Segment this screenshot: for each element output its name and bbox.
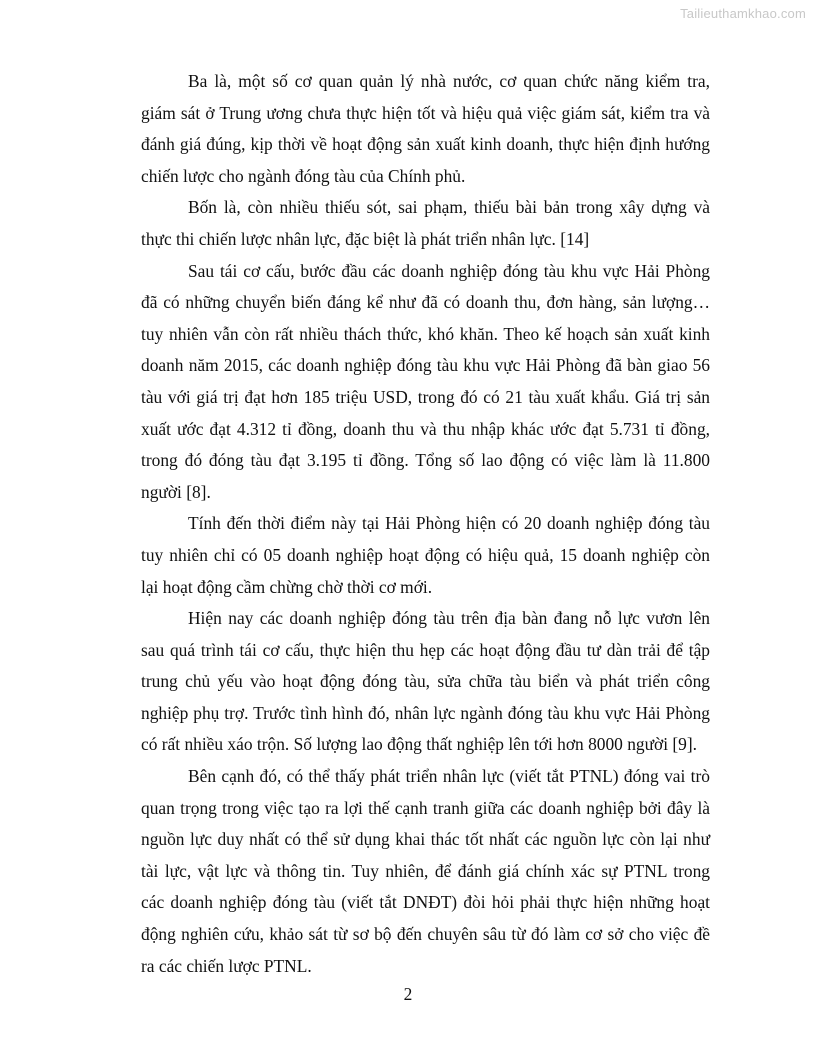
paragraph-line: người [8]. [141, 481, 211, 502]
paragraph-line: Hiện nay các doanh nghiệp đóng tàu trên địa bàn đang nỗ lực vươn lên [188, 608, 710, 629]
paragraph-line: lại hoạt động cầm chừng chờ thời cơ mới. [141, 576, 433, 597]
paragraph-line: đã có những chuyển biến đáng kể như đã có doanh thu, đơn hàng, sản lượng… [141, 292, 710, 313]
paragraph-line: Sau tái cơ cấu, bước đầu các doanh nghiệp đóng tàu khu vực Hải Phòng [188, 260, 710, 281]
paragraph-1 [141, 66, 710, 192]
paragraph-line: đánh giá đúng, kịp thời về hoạt động sản xuất kinh doanh, thực hiện định hướng [141, 134, 710, 155]
paragraph-line: trong đó đóng tàu đạt 3.195 tỉ đồng. Tổng số lao động có việc làm là 11.800 [141, 450, 710, 471]
paragraph-line: doanh năm 2015, các doanh nghiệp đóng tàu khu vực Hải Phòng đã bàn giao 56 [141, 355, 710, 376]
paragraph-line: tuy nhiên chỉ có 05 doanh nghiệp hoạt động có hiệu quả, 15 doanh nghiệp còn [141, 544, 710, 565]
paragraph-line: nguồn lực duy nhất có thể sử dụng khai thác tốt nhất các nguồn lực còn lại như [141, 829, 710, 850]
paragraph-line: tàu với giá trị đạt hơn 185 triệu USD, trong đó có 21 tàu xuất khẩu. Giá trị sản [141, 386, 710, 407]
paragraph-2 [141, 192, 710, 255]
page-number: 2 [403, 984, 413, 1004]
paragraph-line: sau quá trình tái cơ cấu, thực hiện thu hẹp các hoạt động đầu tư dàn trải để tập [141, 639, 710, 660]
paragraph-5 [141, 603, 710, 761]
paragraph-line: ra các chiến lược PTNL. [141, 955, 312, 976]
paragraph-line: Tính đến thời điểm này tại Hải Phòng hiện có 20 doanh nghiệp đóng tàu [188, 513, 710, 534]
paragraph-line: tuy nhiên vẫn còn rất nhiều thách thức, khó khăn. Theo kế hoạch sản xuất kinh [141, 323, 710, 344]
paragraph-line: thực thi chiến lược nhân lực, đặc biệt là phát triển nhân lực. [14] [141, 228, 590, 249]
document-body [141, 66, 710, 982]
paragraph-line: nghiệp phụ trợ. Trước tình hình đó, nhân lực ngành đóng tàu khu vực Hải Phòng [141, 702, 710, 723]
paragraph-line: Bốn là, còn nhiều thiếu sót, sai phạm, thiếu bài bản trong xây dựng và [188, 197, 710, 218]
paragraph-4 [141, 508, 710, 603]
paragraph-3 [141, 256, 710, 509]
paragraph-line: xuất ước đạt 4.312 tỉ đồng, doanh thu và thu nhập khác ước đạt 5.731 tỉ đồng, [141, 418, 710, 439]
paragraph-line: Bên cạnh đó, có thể thấy phát triển nhân lực (viết tắt PTNL) đóng vai trò [188, 766, 710, 787]
paragraph-line: trung chủ yếu vào hoạt động đóng tàu, sửa chữa tàu biển và phát triển công [141, 671, 710, 692]
watermark-text: Tailieuthamkhao.com [680, 6, 806, 21]
paragraph-line: Ba là, một số cơ quan quản lý nhà nước, cơ quan chức năng kiểm tra, [188, 71, 710, 91]
paragraph-line: giám sát ở Trung ương chưa thực hiện tốt và hiệu quả việc giám sát, kiểm tra và [141, 102, 710, 123]
paragraph-line: các doanh nghiệp đóng tàu (viết tắt DNĐT) đòi hỏi phải thực hiện những hoạt [141, 892, 710, 913]
paragraph-6 [141, 761, 710, 982]
paragraph-line: động nghiên cứu, khảo sát từ sơ bộ đến chuyên sâu từ đó làm cơ sở cho việc đề [141, 924, 710, 945]
paragraph-line: có rất nhiều xáo trộn. Số lượng lao động thất nghiệp lên tới hơn 8000 người [9]. [141, 734, 698, 755]
paragraph-line: chiến lược cho ngành đóng tàu của Chính phủ. [141, 165, 466, 186]
paragraph-line: tài lực, vật lực và thông tin. Tuy nhiên, để đánh giá chính xác sự PTNL trong [141, 860, 710, 881]
paragraph-line: quan trọng trong việc tạo ra lợi thế cạnh tranh giữa các doanh nghiệp bởi đây là [141, 797, 710, 818]
